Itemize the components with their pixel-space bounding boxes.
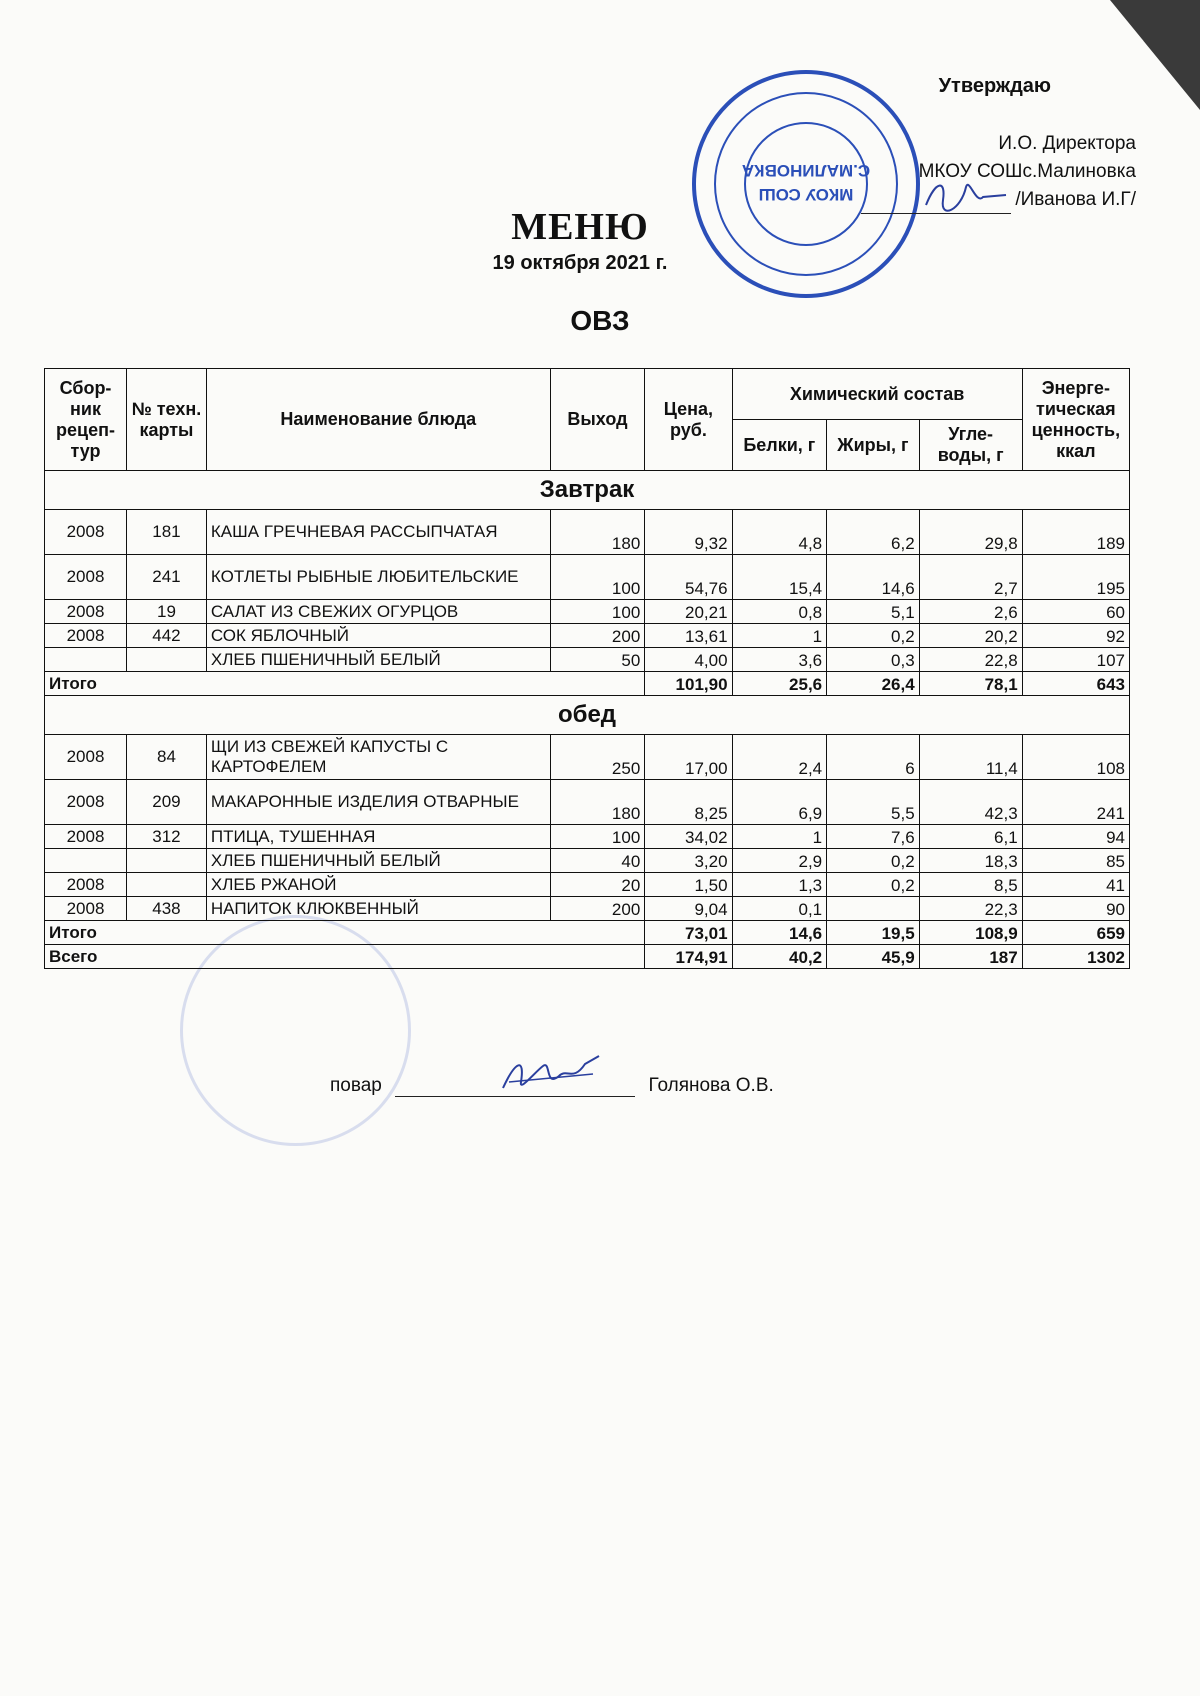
table-row <box>45 600 1130 624</box>
cell-carbs: 42,3 <box>919 780 1022 825</box>
cell-proteins: 1 <box>732 624 827 648</box>
cell-card-no <box>127 873 207 897</box>
cell-price: 1,50 <box>645 873 732 897</box>
table-row <box>45 735 1130 780</box>
cell-price: 9,04 <box>645 897 732 921</box>
cell-proteins: 2,4 <box>732 735 827 780</box>
total-carbs: 187 <box>919 945 1022 969</box>
header-carbs: Угле-воды, г <box>919 420 1022 471</box>
cell-card-no: 442 <box>127 624 207 648</box>
cell-collection: 2008 <box>45 555 127 600</box>
cell-carbs: 18,3 <box>919 849 1022 873</box>
cell-carbs: 2,6 <box>919 600 1022 624</box>
table-row <box>45 780 1130 825</box>
header-card-no: № техн. карты <box>127 369 207 471</box>
cell-card-no <box>127 849 207 873</box>
header-fats: Жиры, г <box>827 420 920 471</box>
total-proteins: 40,2 <box>732 945 827 969</box>
cell-proteins: 1,3 <box>732 873 827 897</box>
total-energy: 1302 <box>1022 945 1129 969</box>
cell-carbs: 8,5 <box>919 873 1022 897</box>
cell-card-no: 19 <box>127 600 207 624</box>
cell-card-no <box>127 648 207 672</box>
total-fats: 26,4 <box>827 672 920 696</box>
cell-collection: 2008 <box>45 624 127 648</box>
cell-energy: 92 <box>1022 624 1129 648</box>
cell-price: 17,00 <box>645 735 732 780</box>
total-carbs: 78,1 <box>919 672 1022 696</box>
cell-carbs: 11,4 <box>919 735 1022 780</box>
total-carbs: 108,9 <box>919 921 1022 945</box>
cell-carbs: 6,1 <box>919 825 1022 849</box>
total-row <box>45 672 1130 696</box>
cell-price: 13,61 <box>645 624 732 648</box>
cell-card-no: 438 <box>127 897 207 921</box>
cell-yield: 50 <box>550 648 645 672</box>
cell-yield: 180 <box>550 780 645 825</box>
cook-role: повар <box>330 1075 382 1096</box>
approval-position: И.О. Директора <box>998 133 1136 154</box>
cell-collection: 2008 <box>45 600 127 624</box>
header-dish: Наименование блюда <box>206 369 550 471</box>
cell-dish-name: МАКАРОННЫЕ ИЗДЕЛИЯ ОТВАРНЫЕ <box>206 780 550 825</box>
cell-proteins: 1 <box>732 825 827 849</box>
director-signature-line <box>861 193 1011 214</box>
cell-fats: 0,3 <box>827 648 920 672</box>
header-price: Цена, руб. <box>645 369 732 471</box>
cell-yield: 100 <box>550 825 645 849</box>
cell-dish-name: КОТЛЕТЫ РЫБНЫЕ ЛЮБИТЕЛЬСКИЕ <box>206 555 550 600</box>
cell-card-no: 209 <box>127 780 207 825</box>
cell-fats: 6,2 <box>827 510 920 555</box>
cell-energy: 85 <box>1022 849 1129 873</box>
cell-dish-name: ХЛЕБ ПШЕНИЧНЫЙ БЕЛЫЙ <box>206 849 550 873</box>
menu-table <box>44 368 1130 969</box>
cell-card-no: 84 <box>127 735 207 780</box>
cell-carbs: 22,3 <box>919 897 1022 921</box>
cell-yield: 20 <box>550 873 645 897</box>
cell-collection: 2008 <box>45 510 127 555</box>
table-row <box>45 897 1130 921</box>
approval-block <box>861 72 1136 214</box>
cell-dish-name: ХЛЕБ РЖАНОЙ <box>206 873 550 897</box>
cell-energy: 41 <box>1022 873 1129 897</box>
cell-carbs: 2,7 <box>919 555 1022 600</box>
cell-price: 20,21 <box>645 600 732 624</box>
table-row <box>45 555 1130 600</box>
cell-proteins: 6,9 <box>732 780 827 825</box>
cell-yield: 100 <box>550 600 645 624</box>
cell-fats: 0,2 <box>827 624 920 648</box>
total-row <box>45 921 1130 945</box>
cell-collection: 2008 <box>45 735 127 780</box>
cell-collection: 2008 <box>45 825 127 849</box>
cell-carbs: 29,8 <box>919 510 1022 555</box>
cell-collection: 2008 <box>45 780 127 825</box>
cell-dish-name: ХЛЕБ ПШЕНИЧНЫЙ БЕЛЫЙ <box>206 648 550 672</box>
cell-dish-name: САЛАТ ИЗ СВЕЖИХ ОГУРЦОВ <box>206 600 550 624</box>
table-header-row <box>45 369 1130 420</box>
stamp-center-text: МКОУ СОШ С.МАЛИНОВКА <box>741 161 871 204</box>
cell-energy: 60 <box>1022 600 1129 624</box>
cell-yield: 180 <box>550 510 645 555</box>
total-row <box>45 945 1130 969</box>
cell-dish-name: НАПИТОК КЛЮКВЕННЫЙ <box>206 897 550 921</box>
table-row <box>45 873 1130 897</box>
cell-fats: 0,2 <box>827 849 920 873</box>
section-header-row <box>45 696 1130 735</box>
cell-energy: 90 <box>1022 897 1129 921</box>
page-title: МЕНЮ <box>511 206 649 248</box>
cell-proteins: 15,4 <box>732 555 827 600</box>
approval-organization: МКОУ СОШс.Малиновка <box>918 161 1136 182</box>
cell-yield: 200 <box>550 624 645 648</box>
cell-collection <box>45 648 127 672</box>
cell-collection: 2008 <box>45 897 127 921</box>
total-label: Итого <box>45 672 645 696</box>
total-proteins: 14,6 <box>732 921 827 945</box>
table-row <box>45 510 1130 555</box>
cell-proteins: 2,9 <box>732 849 827 873</box>
total-price: 101,90 <box>645 672 732 696</box>
cell-energy: 108 <box>1022 735 1129 780</box>
cell-card-no: 241 <box>127 555 207 600</box>
cell-yield: 40 <box>550 849 645 873</box>
cell-dish-name: КАША ГРЕЧНЕВАЯ РАССЫПЧАТАЯ <box>206 510 550 555</box>
cell-price: 34,02 <box>645 825 732 849</box>
cell-card-no: 312 <box>127 825 207 849</box>
cook-signature <box>495 1052 605 1098</box>
cell-price: 8,25 <box>645 780 732 825</box>
cell-yield: 100 <box>550 555 645 600</box>
cell-price: 9,32 <box>645 510 732 555</box>
cell-carbs: 22,8 <box>919 648 1022 672</box>
header-collection: Сбор-ник рецеп-тур <box>45 369 127 471</box>
cell-energy: 241 <box>1022 780 1129 825</box>
total-price: 174,91 <box>645 945 732 969</box>
cell-collection <box>45 849 127 873</box>
cell-carbs: 20,2 <box>919 624 1022 648</box>
section-label: обед <box>45 696 1130 735</box>
cell-dish-name: ЩИ ИЗ СВЕЖЕЙ КАПУСТЫ С КАРТОФЕЛЕМ <box>206 735 550 780</box>
director-signature <box>921 175 1011 215</box>
total-energy: 659 <box>1022 921 1129 945</box>
cook-signature-line <box>395 1078 635 1097</box>
header-yield: Выход <box>550 369 645 471</box>
total-label: Всего <box>45 945 645 969</box>
table-row <box>45 849 1130 873</box>
cell-proteins: 0,1 <box>732 897 827 921</box>
cell-price: 4,00 <box>645 648 732 672</box>
total-energy: 643 <box>1022 672 1129 696</box>
total-label: Итого <box>45 921 645 945</box>
cell-price: 54,76 <box>645 555 732 600</box>
section-label: Завтрак <box>45 471 1130 510</box>
cell-yield: 200 <box>550 897 645 921</box>
cell-fats <box>827 897 920 921</box>
cell-energy: 195 <box>1022 555 1129 600</box>
table-row <box>45 648 1130 672</box>
cell-energy: 94 <box>1022 825 1129 849</box>
cook-name: Голянова О.В. <box>648 1075 774 1096</box>
cell-fats: 7,6 <box>827 825 920 849</box>
approval-title: Утверждаю <box>938 75 1051 97</box>
table-row <box>45 825 1130 849</box>
approval-signatory: /Иванова И.Г/ <box>1015 189 1136 210</box>
total-price: 73,01 <box>645 921 732 945</box>
cell-fats: 5,5 <box>827 780 920 825</box>
total-fats: 19,5 <box>827 921 920 945</box>
cell-fats: 5,1 <box>827 600 920 624</box>
cell-fats: 14,6 <box>827 555 920 600</box>
cell-dish-name: ПТИЦА, ТУШЕННАЯ <box>206 825 550 849</box>
cell-price: 3,20 <box>645 849 732 873</box>
table-row <box>45 624 1130 648</box>
footer-signature-row <box>330 1075 774 1097</box>
cell-proteins: 0,8 <box>732 600 827 624</box>
cell-energy: 107 <box>1022 648 1129 672</box>
cell-collection: 2008 <box>45 873 127 897</box>
approval-signature-row <box>861 186 1136 214</box>
cell-fats: 6 <box>827 735 920 780</box>
section-header-row <box>45 471 1130 510</box>
cell-dish-name: СОК ЯБЛОЧНЫЙ <box>206 624 550 648</box>
total-fats: 45,9 <box>827 945 920 969</box>
header-proteins: Белки, г <box>732 420 827 471</box>
header-energy: Энерге-тическая ценность, ккал <box>1022 369 1129 471</box>
menu-date: 19 октября 2021 г. <box>492 252 668 274</box>
menu-group: ОВЗ <box>570 305 630 336</box>
cell-proteins: 3,6 <box>732 648 827 672</box>
header-chemical: Химический состав <box>732 369 1022 420</box>
cell-proteins: 4,8 <box>732 510 827 555</box>
cell-yield: 250 <box>550 735 645 780</box>
cell-energy: 189 <box>1022 510 1129 555</box>
total-proteins: 25,6 <box>732 672 827 696</box>
cell-fats: 0,2 <box>827 873 920 897</box>
cell-card-no: 181 <box>127 510 207 555</box>
